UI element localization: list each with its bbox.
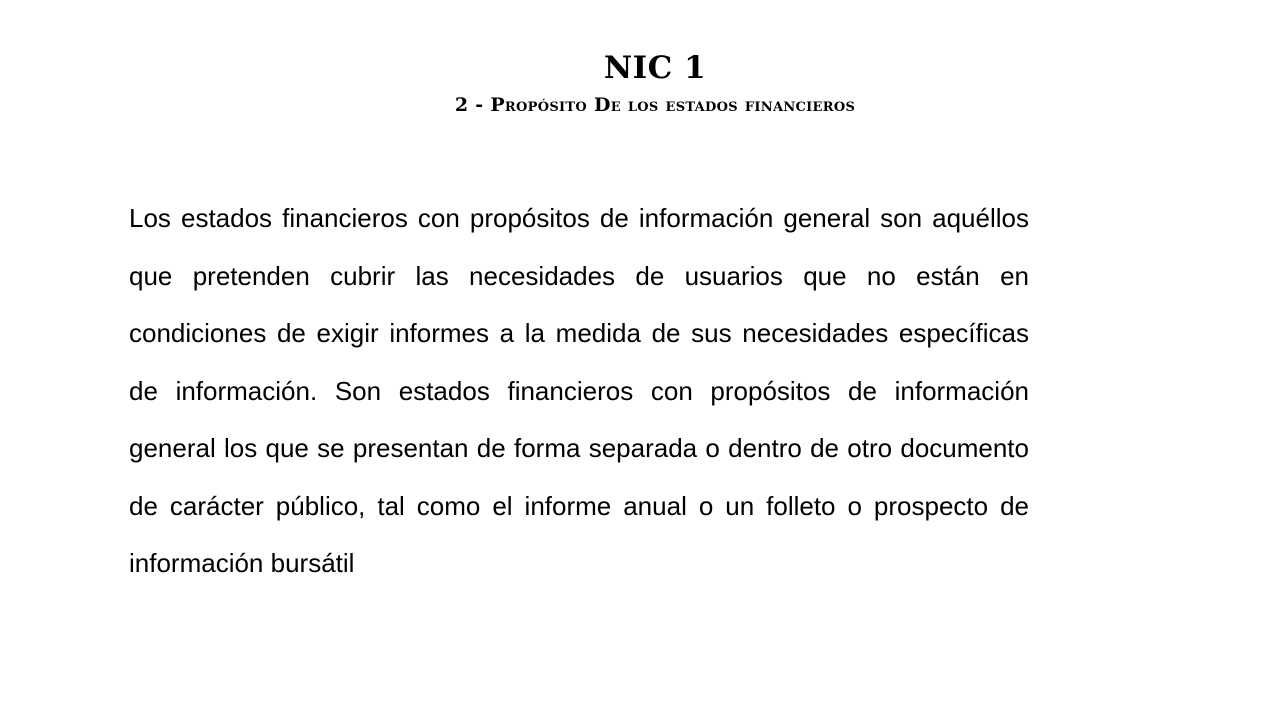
body-paragraph: Los estados financieros con propósitos de información general son aquéllos que pretenden cubrir las necesidades de usuarios que no están en condiciones de exigir informes a la medida de sus necesidades específicas de información. Son estados financieros con propósitos de información general los que se presentan de forma separada o dentro de otro documento de carácter público, tal como el informe anual o un folleto o prospecto de información bursátil [129, 203, 1029, 578]
slide-subtitle: 2 - Propósito De los estados financieros [454, 94, 856, 116]
slide-title: NIC 1 [603, 50, 707, 86]
